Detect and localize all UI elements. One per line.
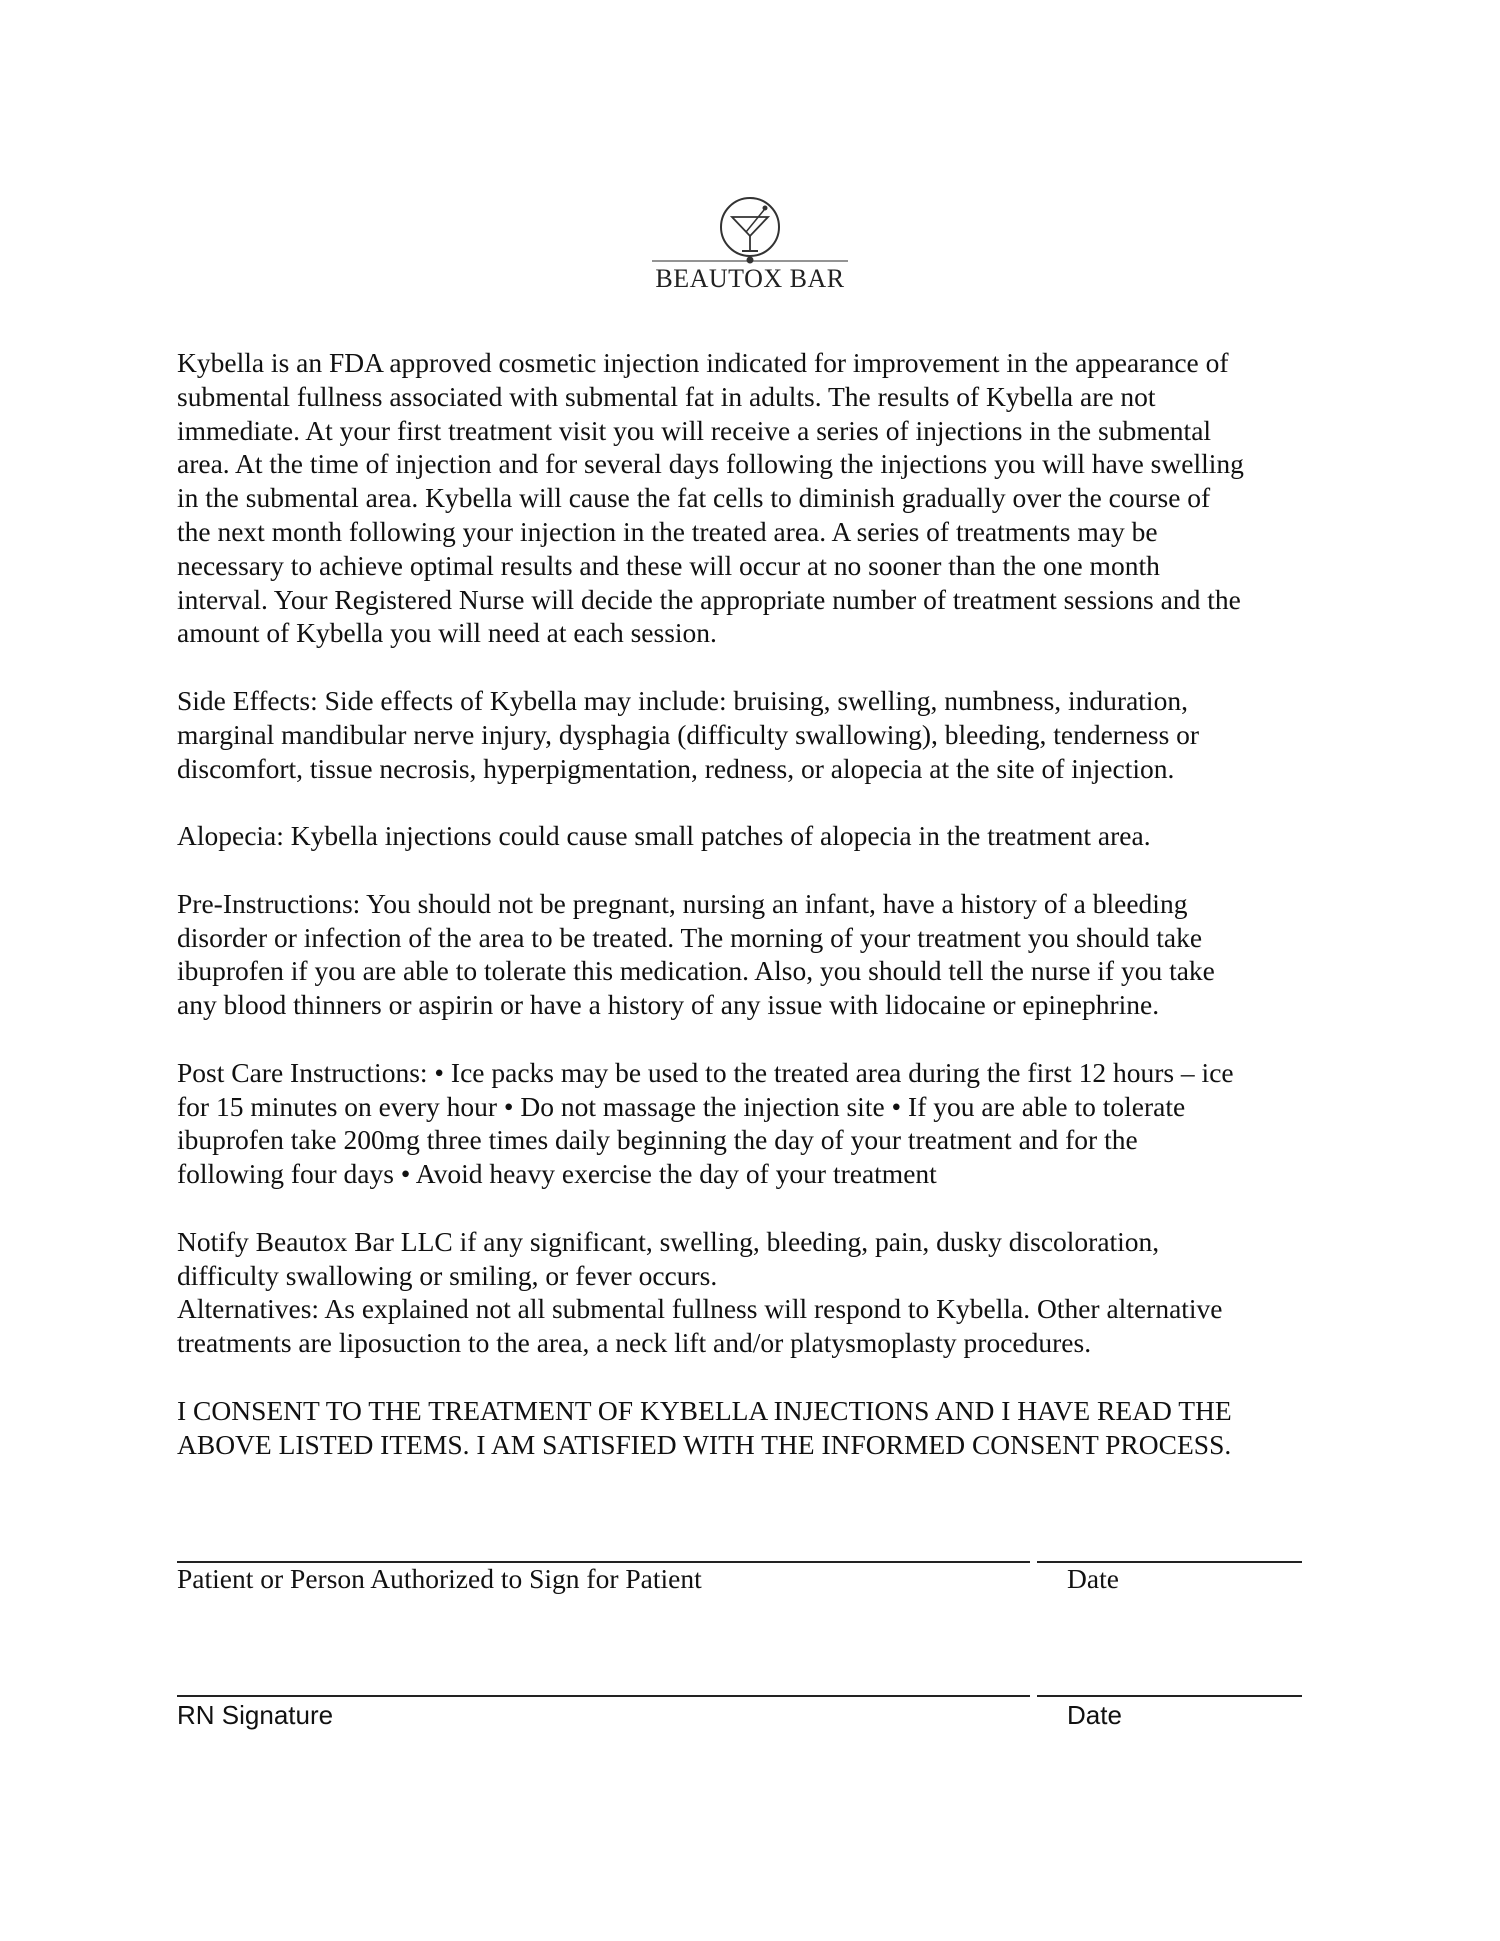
paragraph-spacer xyxy=(177,650,1337,684)
text-line: in the submental area. Kybella will cause the fat cells to diminish gradually over the course of xyxy=(177,482,1211,514)
rn-date-line[interactable] xyxy=(1037,1695,1302,1697)
intro-paragraph xyxy=(177,346,1337,650)
text-line: ABOVE LISTED ITEMS. I AM SATISFIED WITH THE INFORMED CONSENT PROCESS. xyxy=(177,1428,1232,1460)
paragraph-spacer xyxy=(177,1191,1337,1225)
text-line: submental fullness associated with submental fat in adults. The results of Kybella are not xyxy=(177,380,1156,412)
text-line: I CONSENT TO THE TREATMENT OF KYBELLA INJECTIONS AND I HAVE READ THE xyxy=(177,1394,1232,1426)
text-line: any blood thinners or aspirin or have a history of any issue with lidocaine or epinephrine. xyxy=(177,989,1160,1021)
text-line: difficulty swallowing or smiling, or fever occurs. xyxy=(177,1259,718,1291)
text-line: necessary to achieve optimal results and these will occur at no sooner than the one month xyxy=(177,549,1160,581)
text-line: disorder or infection of the area to be treated. The morning of your treatment you should take xyxy=(177,921,1203,953)
rn-date-label: Date xyxy=(1067,1700,1122,1730)
beautox-bar-logo xyxy=(650,190,850,295)
consent-body xyxy=(177,346,1337,1461)
text-line: Pre-Instructions: You should not be pregnant, nursing an infant, have a history of a bleeding xyxy=(177,887,1188,919)
consent-statement xyxy=(177,1394,1337,1462)
patient-date-label: Date xyxy=(1067,1563,1119,1594)
text-line: discomfort, tissue necrosis, hyperpigmentation, redness, or alopecia at the site of injection. xyxy=(177,752,1175,784)
paragraph-spacer xyxy=(177,785,1337,819)
rn-signature-label: RN Signature xyxy=(177,1700,334,1730)
text-line: Post Care Instructions: • Ice packs may be used to the treated area during the first 12 hours – ice xyxy=(177,1056,1234,1088)
text-line: the next month following your injection in the treated area. A series of treatments may be xyxy=(177,515,1158,547)
paragraph-spacer xyxy=(177,1360,1337,1394)
text-line: amount of Kybella you will need at each session. xyxy=(177,617,717,649)
text-line: Kybella is an FDA approved cosmetic injection indicated for improvement in the appearance of xyxy=(177,347,1229,378)
martini-glass-icon xyxy=(650,190,850,270)
paragraph-spacer xyxy=(177,1022,1337,1056)
pre-instructions-paragraph xyxy=(177,887,1337,1022)
post-care-paragraph xyxy=(177,1056,1337,1191)
text-line: Notify Beautox Bar LLC if any significant, swelling, bleeding, pain, dusky discoloration, xyxy=(177,1225,1160,1257)
patient-signature-label: Patient or Person Authorized to Sign for Patient xyxy=(177,1563,702,1594)
text-line: Alopecia: Kybella injections could cause small patches of alopecia in the treatment area. xyxy=(177,820,1151,852)
text-line: for 15 minutes on every hour • Do not massage the injection site • If you are able to tolerate xyxy=(177,1090,1186,1122)
logo-text: BEAUTOX BAR xyxy=(655,264,845,293)
text-line: ibuprofen take 200mg three times daily beginning the day of your treatment and for the xyxy=(177,1124,1138,1156)
text-line: immediate. At your first treatment visit you will receive a series of injections in the submental xyxy=(177,414,1212,446)
text-line: ibuprofen if you are able to tolerate this medication. Also, you should tell the nurse if you take xyxy=(177,955,1215,987)
text-line: interval. Your Registered Nurse will decide the appropriate number of treatment sessions and the xyxy=(177,583,1241,615)
paragraph-spacer xyxy=(177,853,1337,887)
text-line: area. At the time of injection and for several days following the injections you will have swelling xyxy=(177,448,1244,480)
text-line: treatments are liposuction to the area, a neck lift and/or platysmoplasty procedures. xyxy=(177,1327,1092,1359)
text-line: following four days • Avoid heavy exercise the day of your treatment xyxy=(177,1158,937,1190)
rn-signature-line[interactable] xyxy=(177,1695,1030,1697)
text-line: Side Effects: Side effects of Kybella may include: bruising, swelling, numbness, induration, xyxy=(177,684,1188,716)
alopecia-paragraph xyxy=(177,819,1337,853)
text-line: marginal mandibular nerve injury, dysphagia (difficulty swallowing), bleeding, tenderness or xyxy=(177,718,1200,750)
notify-paragraph xyxy=(177,1225,1337,1360)
text-line: Alternatives: As explained not all submental fullness will respond to Kybella. Other alternative xyxy=(177,1293,1223,1325)
side-effects-paragraph xyxy=(177,684,1337,785)
